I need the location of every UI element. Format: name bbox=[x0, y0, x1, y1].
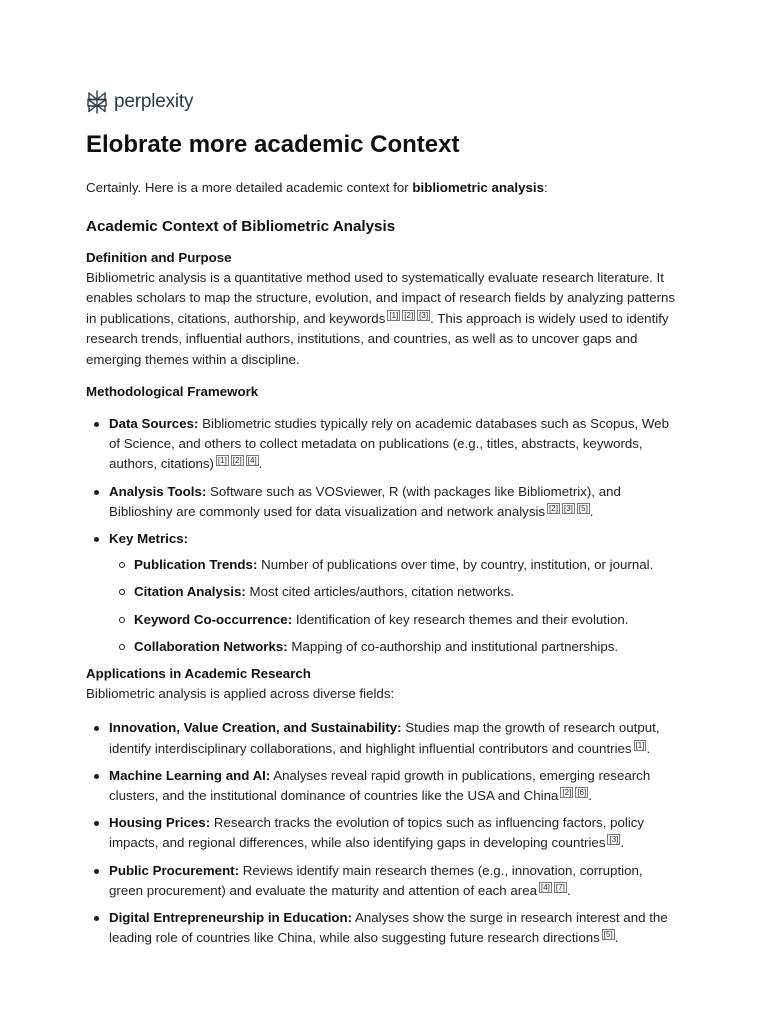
item-text: Reviews identify main research themes (e.g., innovation, corruption, green procurement) and evaluate the maturity and attention of each area bbox=[109, 862, 643, 898]
item-text: Analyses reveal rapid growth in publications, emerging research clusters, and the institutional dominance of countries like the USA and China bbox=[109, 767, 651, 804]
definition-text-1: Bibliometric analysis is a quantitative method used to systematically evaluate research literature. It enables scholars to map the structure, evolution, and impact of research fields by analyzing patterns in publications, citations, authorship, and keywords bbox=[86, 270, 676, 326]
citation-link[interactable]: [6] bbox=[577, 788, 587, 798]
metric-item bbox=[134, 637, 678, 657]
citation-link[interactable]: [3] bbox=[419, 310, 429, 320]
intro-bold: bibliometric analysis bbox=[412, 180, 544, 195]
citation-link[interactable]: [4] bbox=[541, 882, 550, 892]
item-end: . bbox=[258, 456, 263, 472]
citation-link[interactable]: [5] bbox=[578, 503, 588, 513]
list-item bbox=[109, 482, 678, 522]
item-label: Digital Entrepreneurship in Education: bbox=[109, 910, 353, 926]
metric-item bbox=[134, 582, 678, 602]
list-item bbox=[109, 861, 678, 901]
item-label: Analysis Tools: bbox=[109, 483, 207, 499]
citation-link[interactable]: [4] bbox=[247, 456, 257, 466]
key-metrics-label: Key Metrics: bbox=[109, 531, 189, 547]
metric-text: Most cited articles/authors, citation networks. bbox=[245, 584, 515, 600]
citation-link[interactable]: [2] bbox=[549, 503, 558, 513]
brand-header[interactable] bbox=[86, 88, 678, 116]
citation-link[interactable]: [5] bbox=[603, 930, 613, 940]
list-item bbox=[109, 813, 678, 853]
citation-link[interactable]: [2] bbox=[232, 456, 242, 466]
methodology-list bbox=[86, 414, 678, 657]
metric-item bbox=[134, 610, 678, 630]
section-title: Academic Context of Bibliometric Analysis bbox=[86, 218, 396, 235]
item-label: Housing Prices: bbox=[109, 815, 211, 831]
item-text: Research tracks the evolution of topics such as influencing factors, policy impacts, and regional differences, while also identifying gaps in developing countries bbox=[109, 815, 645, 851]
methodology-heading: Methodological Framework bbox=[86, 384, 259, 400]
page-title: Elobrate more academic Context bbox=[86, 131, 460, 158]
metric-label: Publication Trends: bbox=[134, 557, 258, 573]
list-item bbox=[109, 718, 678, 758]
metrics-list bbox=[109, 555, 678, 657]
metric-item bbox=[134, 555, 678, 575]
item-text: Studies map the growth of research output, identify interdisciplinary collaborations, and highlight influential contributors and countries bbox=[109, 720, 660, 756]
metric-label: Citation Analysis: bbox=[134, 584, 246, 600]
item-end: . bbox=[620, 835, 625, 851]
intro-text bbox=[86, 178, 678, 198]
item-text: Analyses show the surge in research interest and the leading role of countries like China, while also suggesting future research directions bbox=[109, 910, 668, 946]
item-text: Software such as VOSviewer, R (with packages like Bibliometrix), and Biblioshiny are commonly used for data visualization and network analysis bbox=[109, 483, 621, 519]
item-end: . bbox=[646, 740, 651, 756]
list-item bbox=[109, 766, 678, 806]
definition-text-2: . This approach is widely used to identify research trends, influential authors, institutions, and countries, as well as to uncover gaps and emerging themes within a discipline. bbox=[86, 310, 669, 367]
item-label: Data Sources: bbox=[109, 416, 199, 432]
brand-name: perplexity bbox=[114, 91, 194, 112]
item-end: . bbox=[588, 788, 592, 804]
definition-heading: Definition and Purpose bbox=[86, 250, 232, 265]
citation-link[interactable]: [3] bbox=[563, 503, 573, 513]
citation-link[interactable]: [2] bbox=[404, 310, 414, 320]
item-label: Public Procurement: bbox=[109, 862, 240, 878]
citation-link[interactable]: [1] bbox=[217, 456, 227, 466]
metric-label: Collaboration Networks: bbox=[134, 638, 288, 654]
item-end: . bbox=[614, 930, 619, 946]
intro-suffix: : bbox=[543, 180, 548, 195]
item-end: . bbox=[566, 882, 571, 898]
citation-link[interactable]: [7] bbox=[555, 882, 565, 892]
citation-link[interactable]: [2] bbox=[562, 788, 572, 798]
citation-link[interactable]: [3] bbox=[609, 835, 619, 845]
metric-label: Keyword Co-occurrence: bbox=[134, 611, 293, 627]
perplexity-logo-icon bbox=[86, 90, 108, 114]
item-label: Machine Learning and AI: bbox=[109, 767, 271, 783]
metric-text: Mapping of co-authorship and institutional partnerships. bbox=[287, 638, 619, 654]
citation-link[interactable]: [1] bbox=[389, 310, 399, 320]
list-item bbox=[109, 908, 678, 948]
list-item bbox=[109, 414, 678, 475]
definition-paragraph bbox=[86, 268, 678, 370]
applications-heading: Applications in Academic Research bbox=[86, 666, 311, 682]
applications-intro: Bibliometric analysis is applied across diverse fields: bbox=[86, 686, 395, 702]
item-end: . bbox=[589, 503, 594, 519]
metric-text: Number of publications over time, by country, institution, or journal. bbox=[257, 557, 654, 573]
item-label: Innovation, Value Creation, and Sustainability: bbox=[109, 720, 402, 736]
applications-list bbox=[86, 718, 678, 948]
intro-prefix: Certainly. Here is a more detailed academic context for bbox=[86, 180, 413, 195]
metric-text: Identification of key research themes and their evolution. bbox=[292, 611, 629, 627]
citation-link[interactable]: [1] bbox=[635, 740, 645, 750]
list-item bbox=[109, 529, 678, 657]
item-text: Bibliometric studies typically rely on academic databases such as Scopus, Web of Science, and others to collect metadata on publications (e.g., titles, abstracts, keywords, authors, citations) bbox=[109, 416, 669, 472]
